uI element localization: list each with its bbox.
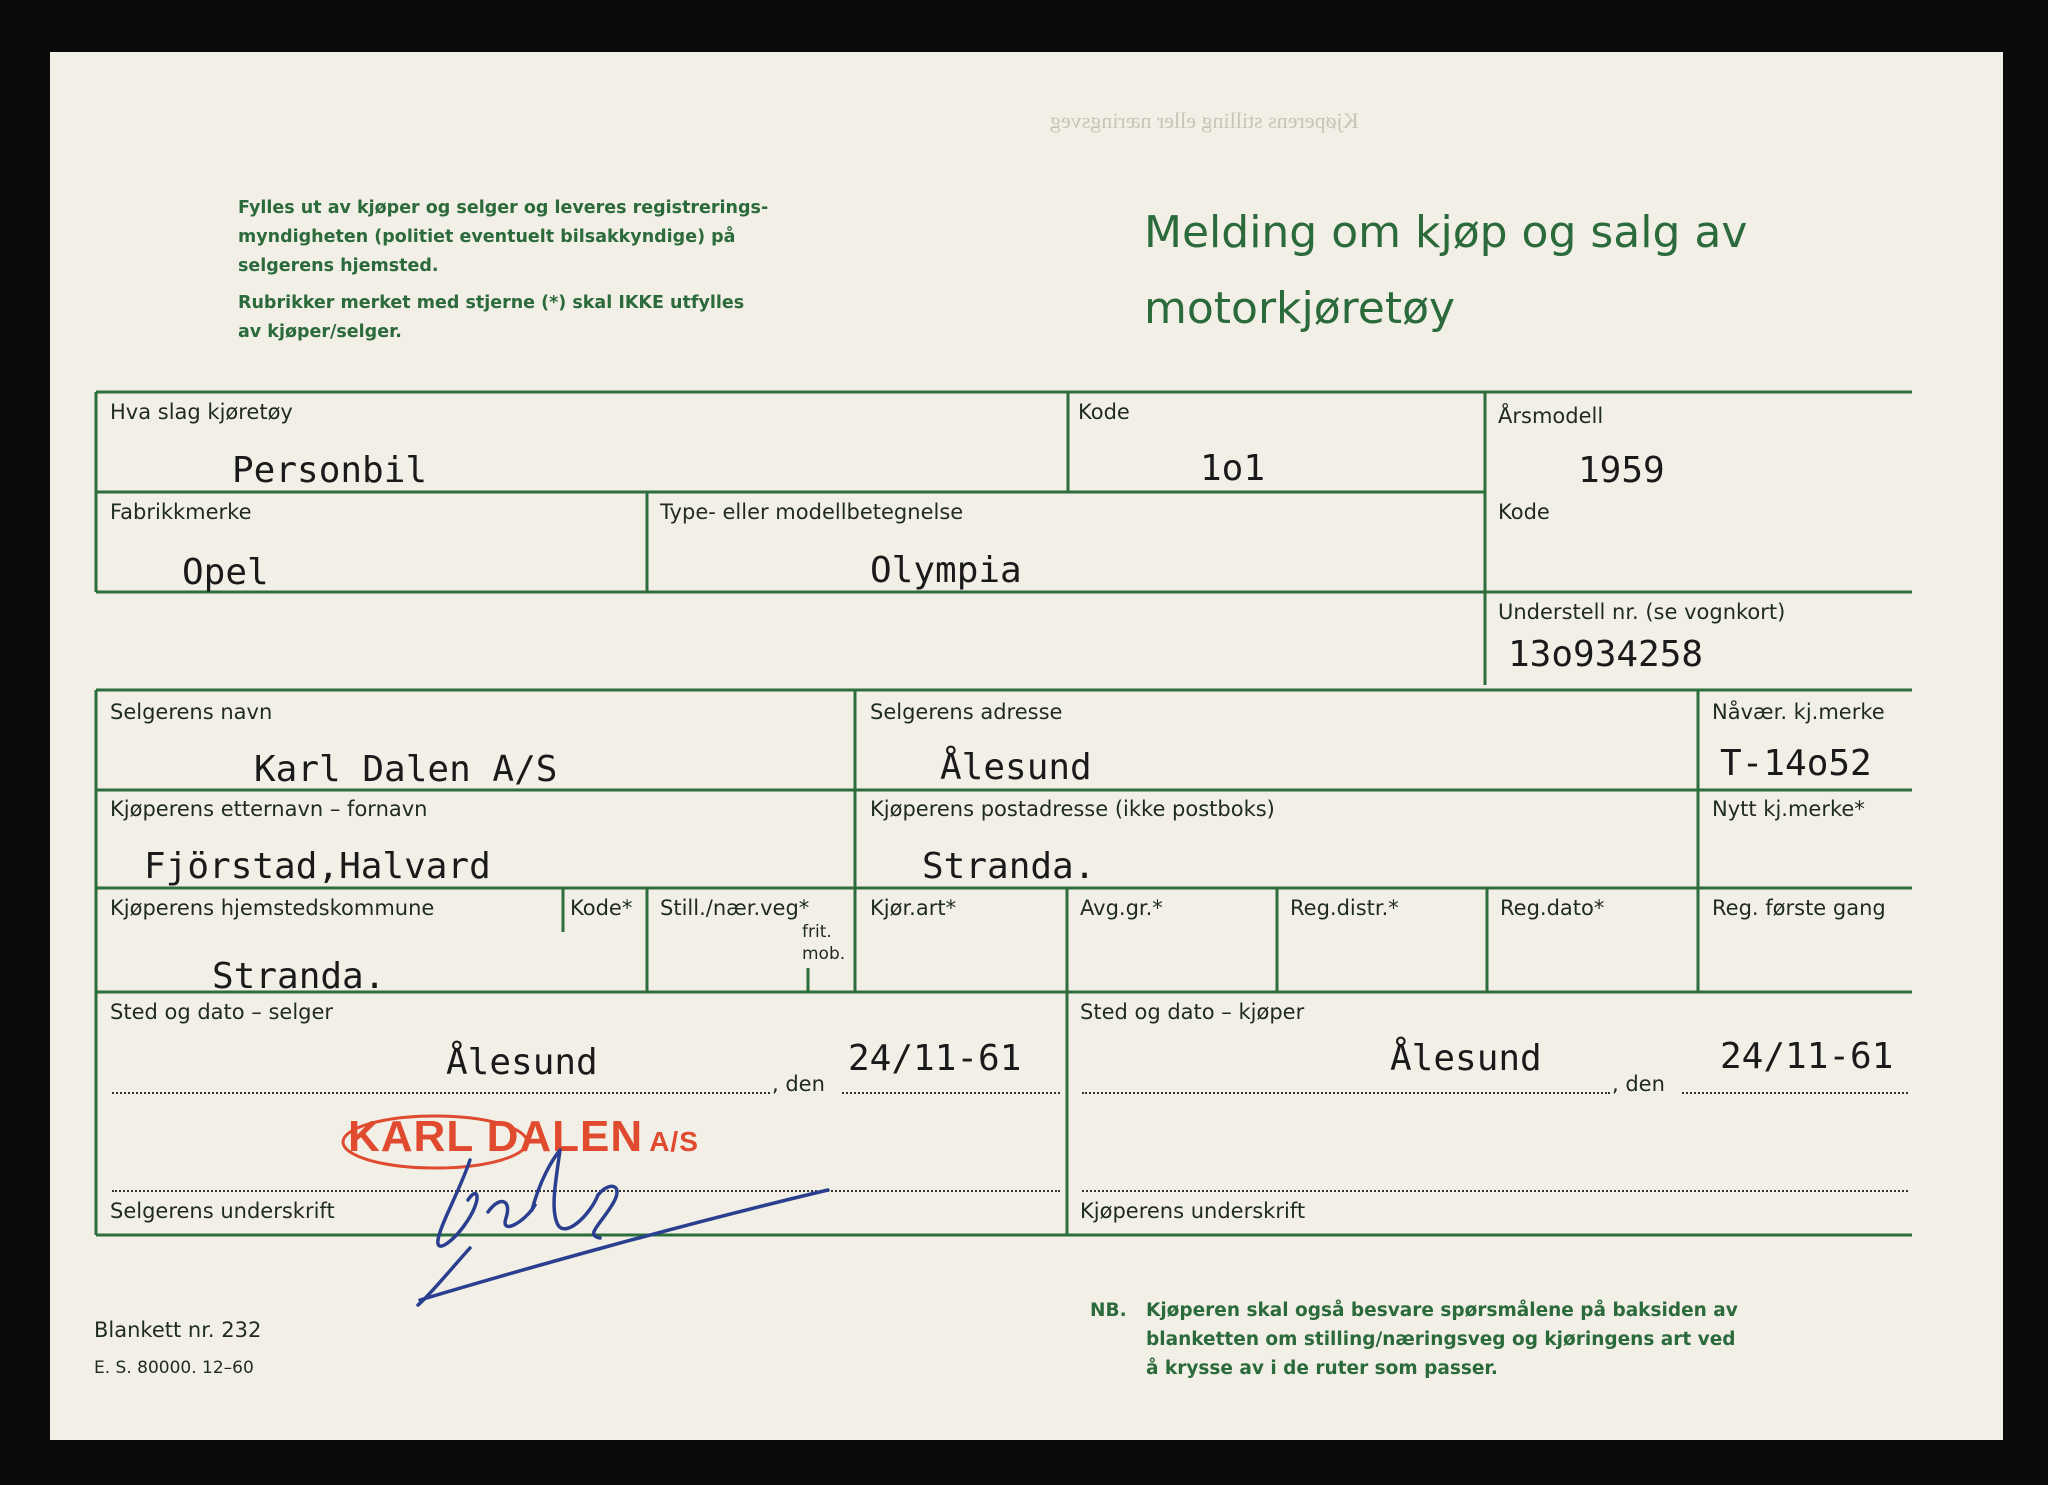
field-code[interactable]: 1o1 <box>1200 448 1266 489</box>
instruction-line: selgerens hjemsted. <box>238 256 439 276</box>
field-seller-date[interactable]: 24/11-61 <box>848 1038 1022 1079</box>
form-number: Blankett nr. 232 <box>94 1318 262 1342</box>
label-place-date-buyer: Sted og dato – kjøper <box>1080 1000 1305 1024</box>
bleed-through-text: Kjøperens stilling eller næringsveg <box>1050 108 1359 133</box>
label-make: Fabrikkmerke <box>110 500 252 524</box>
nb-label: NB. <box>1090 1300 1127 1321</box>
label-year-model: Årsmodell <box>1498 404 1604 428</box>
field-model[interactable]: Olympia <box>870 550 1022 591</box>
field-year-model[interactable]: 1959 <box>1578 450 1665 491</box>
label-code: Kode <box>1498 500 1550 524</box>
field-buyer-name[interactable]: Fjörstad,Halvard <box>144 846 491 887</box>
field-seller-place[interactable]: Ålesund <box>446 1042 598 1083</box>
label-vehicle-type: Hva slag kjøretøy <box>110 400 293 424</box>
stamp-text: KARL DALEN <box>348 1112 644 1161</box>
field-buyer-municipality[interactable]: Stranda. <box>212 956 386 997</box>
title-line: motorkjøretøy <box>1144 283 1456 334</box>
field-buyer-date[interactable]: 24/11-61 <box>1720 1036 1894 1077</box>
label-occupation: Still./nær.veg* <box>660 896 810 920</box>
label-first-registration: Reg. første gang <box>1712 896 1886 920</box>
label-tax-group: Avg.gr.* <box>1080 896 1163 920</box>
nb-note-line: blanketten om stilling/næringsveg og kjøringens art ved <box>1146 1329 1736 1350</box>
nb-note <box>1146 1296 1738 1383</box>
label-code: Kode <box>1078 400 1130 424</box>
label-model-designation: Type- eller modellbetegnelse <box>660 500 964 524</box>
nb-note-line: Kjøperen skal også besvare spørsmålene på baksiden av <box>1146 1300 1738 1321</box>
instruction-note: av kjøper/selger. <box>238 322 402 342</box>
label-reg-district: Reg.distr.* <box>1290 896 1399 920</box>
instruction-line: Fylles ut av kjøper og selger og leveres registrerings- <box>238 198 769 218</box>
instruction-line: myndigheten (politiet eventuelt bilsakkyndige) på <box>238 227 736 247</box>
label-mob: mob. <box>802 944 846 964</box>
label-reg-date: Reg.dato* <box>1500 896 1605 920</box>
field-vehicle-type[interactable]: Personbil <box>232 450 428 491</box>
stamp-suffix: A/S <box>649 1126 699 1157</box>
instruction-note: Rubrikker merket med stjerne (*) skal IKKE utfylles <box>238 293 745 313</box>
label-den: , den <box>1612 1072 1665 1096</box>
label-buyer-name: Kjøperens etternavn – fornavn <box>110 797 428 821</box>
field-make[interactable]: Opel <box>182 552 269 593</box>
field-current-plate[interactable]: T-14o52 <box>1720 743 1872 784</box>
field-chassis-number[interactable]: 13o934258 <box>1508 634 1704 675</box>
nb-note-line: å krysse av i de ruter som passer. <box>1146 1358 1498 1379</box>
label-seller-address: Selgerens adresse <box>870 700 1063 724</box>
field-seller-address[interactable]: Ålesund <box>940 747 1092 788</box>
label-seller-name: Selgerens navn <box>110 700 273 724</box>
label-seller-signature: Selgerens underskrift <box>110 1199 335 1223</box>
field-seller-name[interactable]: Karl Dalen A/S <box>254 749 558 790</box>
label-frit: frit. <box>802 922 832 942</box>
label-place-date-seller: Sted og dato – selger <box>110 1000 334 1024</box>
field-buyer-address[interactable]: Stranda. <box>922 846 1096 887</box>
label-code: Kode* <box>570 896 633 920</box>
label-driving-type: Kjør.art* <box>870 896 957 920</box>
label-chassis-number: Understell nr. (se vognkort) <box>1498 600 1786 624</box>
label-buyer-municipality: Kjøperens hjemstedskommune <box>110 896 435 920</box>
field-buyer-place[interactable]: Ålesund <box>1390 1038 1542 1079</box>
label-buyer-signature: Kjøperens underskrift <box>1080 1199 1306 1223</box>
label-current-plate: Nåvær. kj.merke <box>1712 700 1885 724</box>
print-code: E. S. 80000. 12–60 <box>94 1358 254 1378</box>
label-buyer-address: Kjøperens postadresse (ikke postboks) <box>870 797 1275 821</box>
label-den: , den <box>772 1072 825 1096</box>
title-line: Melding om kjøp og salg av <box>1144 207 1748 258</box>
label-new-plate: Nytt kj.merke* <box>1712 797 1865 821</box>
